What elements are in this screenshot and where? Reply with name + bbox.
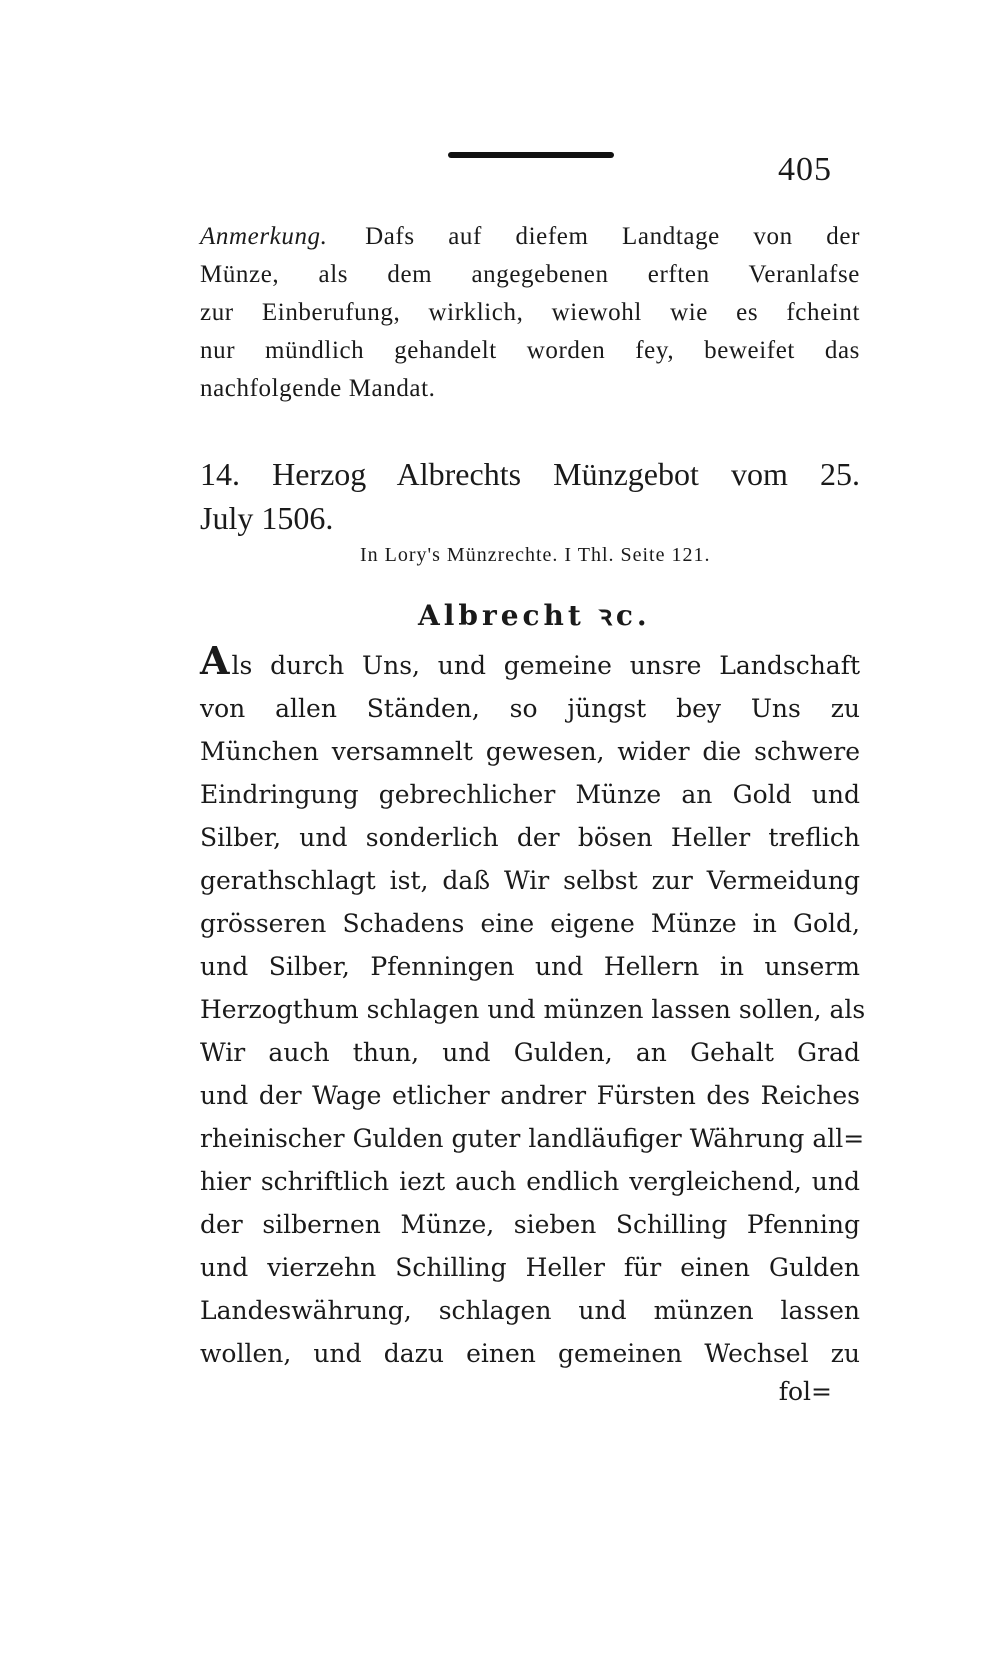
body-line-6: gerathschlagt ist, daß Wir selbst zur Vermeidung <box>200 866 860 895</box>
note-line-text: Dafs auf diefem Landtage von der <box>365 223 860 250</box>
body-line-3: München versamnelt gewesen, wider die schwere <box>200 737 860 766</box>
note-line-4: nur mündlich gehandelt worden fey, beweifet das <box>200 337 860 364</box>
body-line-17: wollen, und dazu einen gemeinen Wechsel zu <box>200 1339 860 1368</box>
document-body <box>200 638 866 1375</box>
body-line-11: und der Wage etlicher andrer Fürsten des Reiches <box>200 1081 860 1110</box>
body-line-15: und vierzehn Schilling Heller für einen Gulden <box>200 1253 860 1282</box>
annotation-note <box>200 218 860 408</box>
body-line-text: ls durch Uns, und gemeine unsre Landschaft <box>231 651 860 680</box>
document-opener: Albrecht ꝛc. <box>418 599 651 632</box>
body-line-2: von allen Ständen, so jüngst bey Uns zu <box>200 694 860 723</box>
heading-line-2: July 1506. <box>200 500 334 536</box>
catchword: fol= <box>778 1377 832 1406</box>
note-line-1 <box>200 218 860 256</box>
note-line-3: zur Einberufung, wirklich, wiewohl wie es fcheint <box>200 299 860 326</box>
body-line-16: Landeswährung, schlagen und münzen lassen <box>200 1296 860 1325</box>
body-line-10: Wir auch thun, und Gulden, an Gehalt Grad <box>200 1038 860 1067</box>
body-line-4: Eindringung gebrechlicher Münze an Gold und <box>200 780 860 809</box>
body-line-12: rheinischer Gulden guter landläufiger Währung all= <box>200 1124 865 1153</box>
body-line-9: Herzogthum schlagen und münzen lassen sollen, als <box>200 995 866 1024</box>
body-line-7: grösseren Schadens eine eigene Münze in Gold, <box>200 909 860 938</box>
body-line-1 <box>200 638 860 687</box>
heading-line-1: 14. Herzog Albrechts Münzgebot vom 25. <box>200 456 860 492</box>
note-line-2: Münze, als dem angegebenen erften Veranlafse <box>200 261 860 288</box>
body-line-8: und Silber, Pfenningen und Hellern in unserm <box>200 952 860 981</box>
section-heading <box>200 452 860 540</box>
page-number: 405 <box>778 151 832 188</box>
body-line-13: hier schriftlich iezt auch endlich vergleichend, und <box>200 1167 860 1196</box>
note-label: Anmerkung. <box>200 223 328 250</box>
body-line-5: Silber, und sonderlich der bösen Heller treflich <box>200 823 860 852</box>
drop-cap: A <box>200 638 230 683</box>
body-line-14: der silbernen Münze, sieben Schilling Pfenning <box>200 1210 860 1239</box>
header-rule <box>448 152 614 158</box>
source-citation: In Lory's Münzrechte. I Thl. Seite 121. <box>360 544 711 566</box>
note-line-5: nachfolgende Mandat. <box>200 375 436 402</box>
